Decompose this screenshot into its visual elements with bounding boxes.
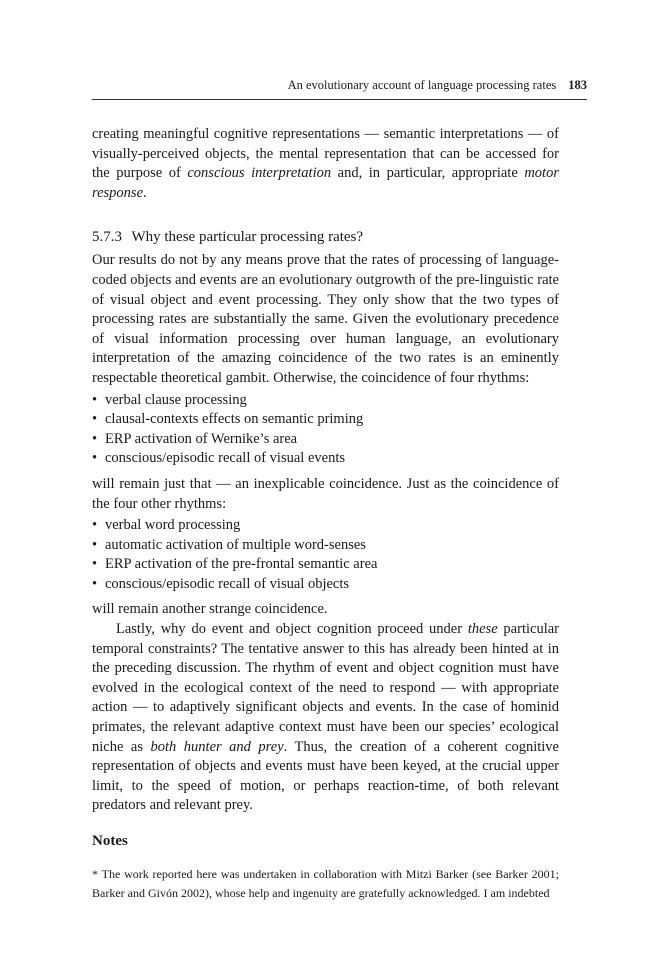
section-title: Why these particular processing rates? bbox=[131, 229, 364, 246]
rhythm-list-1 bbox=[92, 391, 559, 469]
page-body bbox=[92, 125, 559, 903]
list-item: • ERP activation of the pre-frontal semantic area bbox=[92, 555, 559, 575]
section-number: 5.7.3 bbox=[92, 229, 122, 246]
list-item: • clausal-contexts effects on semantic priming bbox=[92, 410, 559, 430]
list-item: • verbal word processing bbox=[92, 516, 559, 536]
paragraph-strange-coincidence: will remain another strange coincidence. bbox=[92, 601, 328, 618]
list-item: • automatic activation of multiple word-senses bbox=[92, 536, 559, 556]
footnote-text: The work reported here was undertaken in collaboration with Mitzi Barker (see Barker 2001; Barker and Givón 2002), whose help and ingenuity are gratefully acknowledged. I am indebted bbox=[92, 867, 559, 900]
list-item: • conscious/episodic recall of visual objects bbox=[92, 575, 559, 595]
running-title: An evolutionary account of language processing rates bbox=[287, 78, 557, 92]
paragraph-results: Our results do not by any means prove that the rates of processing of language-coded objects and events are an evolutionary outgrowth of the pre-linguistic rate of visual object and event processing. They only show that the two types of processing rates are substantially the same. Given the evolutionary precedence of visual information processing over human language, an evolutionary interpretation of the amazing coincidence of the two rates is an eminently respectable theoretical gambit. Otherwise, the coincidence of four rhythms: bbox=[92, 252, 559, 386]
page-number: 183 bbox=[568, 78, 587, 92]
emphasis-conscious-interpretation: conscious interpretation bbox=[187, 165, 332, 182]
notes-heading: Notes bbox=[92, 833, 128, 849]
running-header bbox=[92, 78, 587, 93]
footnote-marker: * bbox=[92, 867, 98, 881]
paragraph-continuation: creating meaningful cognitive representations — semantic interpretations — of visually-perceived objects, the mental representation that can be accessed for the purpose of conscious interpretation and, in particular, appropriate motor response. bbox=[92, 126, 559, 201]
list-item: • verbal clause processing bbox=[92, 391, 559, 411]
rhythm-list-2 bbox=[92, 516, 559, 594]
paragraph-lastly: Lastly, why do event and object cognition proceed under these particular temporal constraints? The tentative answer to this has already been hinted at in the preceding discussion. The rhythm of event and object cognition must have evolved in the ecological context of the need to respond — with appropriate action — to adaptively significant objects and events. In the case of hominid primates, the relevant adaptive context must have been our species’ ecological niche as both hunter and prey. Thus, the creation of a coherent cognitive representation of objects and events must have been keyed, at the crucial upper limit, to the speed of motion, or perhaps reaction-time, of both relevant predators and relevant prey. bbox=[92, 621, 559, 814]
section-heading bbox=[92, 227, 559, 247]
paragraph-coincidence: will remain just that — an inexplicable coincidence. Just as the coincidence of the four other rhythms: bbox=[92, 475, 559, 512]
emphasis-these: these bbox=[467, 621, 498, 638]
header-rule bbox=[92, 99, 587, 100]
footnote bbox=[92, 865, 559, 903]
emphasis-motor-response: motor response bbox=[92, 165, 559, 201]
list-item: • ERP activation of Wernike’s area bbox=[92, 430, 559, 450]
emphasis-hunter-prey: both hunter and prey bbox=[150, 738, 284, 755]
list-item: • conscious/episodic recall of visual events bbox=[92, 449, 559, 469]
